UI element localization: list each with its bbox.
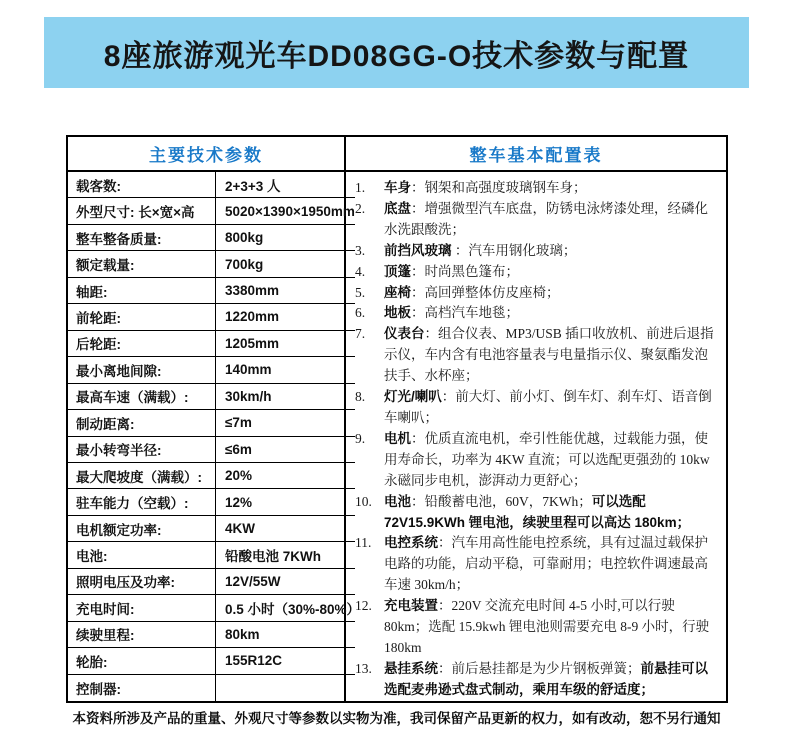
spec-table-body (68, 172, 361, 701)
item-text: ：前后悬挂都是为少片钢板弹簧； (438, 660, 641, 676)
list-item (355, 492, 718, 534)
item-text: ：组合仪表、MP3/USB 插口收放机、前进后退指示仪，车内含有电池容量表与电量指示仪、聚氨酯发泡扶手、水杯座； (384, 326, 714, 384)
table-row (68, 251, 355, 277)
item-bold-text: 前悬挂可以选配麦弗逊式盘式制动，乘用车级的舒适度； (384, 660, 708, 697)
table-row (68, 463, 355, 489)
spec-label: 续驶里程: (68, 622, 216, 647)
item-text: ：汽车用高性能电控系统，具有过温过载保护电路的功能，启动平稳，可靠耐用；电控软件调速最高车速 30km/h； (384, 535, 708, 593)
spec-label: 轴距: (68, 278, 216, 303)
table-row (68, 384, 355, 410)
title-banner (44, 17, 749, 88)
list-item (355, 533, 718, 596)
configuration-panel (346, 137, 726, 701)
item-label: 充电装置 (384, 598, 438, 614)
table-row (68, 225, 355, 251)
item-text: ：铅酸蓄电池，60V，7KWh； (411, 493, 592, 509)
item-text-wrap (384, 283, 718, 304)
item-text-wrap (384, 596, 718, 659)
item-number: 12. (355, 598, 372, 614)
spec-label: 后轮距: (68, 331, 216, 356)
item-text-wrap (384, 178, 718, 199)
spec-sheet (66, 135, 728, 703)
table-row (68, 304, 355, 330)
spec-label: 载客数: (68, 172, 216, 197)
spec-value: 12% (225, 494, 253, 510)
item-text-wrap (384, 533, 718, 596)
spec-label: 最高车速（满载）: (68, 384, 216, 409)
spec-label: 轮胎: (68, 648, 216, 673)
item-text-wrap (384, 303, 718, 324)
table-row (68, 437, 355, 463)
spec-label: 电机额定功率: (68, 516, 216, 541)
spec-value: 140mm (225, 362, 272, 378)
item-text-wrap (384, 492, 718, 534)
item-label: 灯光/喇叭 (384, 389, 442, 405)
spec-value: 155R12C (225, 653, 283, 669)
item-text: ：时尚黑色篷布； (411, 263, 519, 279)
item-number: 10. (355, 493, 372, 509)
table-row (68, 198, 355, 224)
spec-value: 80km (225, 626, 260, 642)
item-number: 3. (355, 242, 366, 258)
item-number: 5. (355, 284, 366, 300)
table-row (68, 675, 355, 701)
spec-value: 20% (225, 468, 253, 484)
item-text: ：优质直流电机，牵引性能优越，过载能力强，使用寿命长，功率为 4KW 直流；可以选配更强劲的 10kw 永磁同步电机，澎湃动力更舒心； (384, 430, 710, 488)
config-list (346, 172, 726, 701)
list-item (355, 241, 718, 262)
item-text: ：高档汽车地毯； (411, 305, 519, 321)
item-text-wrap (384, 199, 718, 241)
spec-value: 4KW (225, 521, 255, 537)
spec-value: 12V/55W (225, 573, 281, 589)
item-label: 顶篷 (384, 263, 411, 279)
spec-label: 电池: (68, 542, 216, 567)
list-item (355, 283, 718, 304)
spec-label: 整车整备质量: (68, 225, 216, 250)
item-text: ：汽车用钢化玻璃； (451, 242, 577, 258)
spec-label: 最小离地间隙: (68, 357, 216, 382)
list-item (355, 387, 718, 429)
item-text: ：高回弹整体仿皮座椅； (411, 284, 560, 300)
table-row (68, 595, 361, 621)
item-label: 电控系统 (384, 535, 438, 551)
table-row (68, 622, 355, 648)
list-item (355, 199, 718, 241)
spec-label: 额定载量: (68, 251, 216, 276)
spec-value: 5020×1390×1950mm (225, 203, 355, 219)
item-label: 底盘 (384, 200, 411, 216)
spec-label: 控制器: (68, 675, 216, 701)
item-number: 11. (355, 535, 372, 551)
item-label: 电机 (384, 430, 411, 446)
item-number: 6. (355, 305, 366, 321)
spec-label: 前轮距: (68, 304, 216, 329)
list-item (355, 429, 718, 492)
list-item (355, 178, 718, 199)
table-row (68, 410, 355, 436)
item-number: 2. (355, 200, 366, 216)
spec-label: 驻车能力（空载）: (68, 489, 216, 514)
table-row (68, 648, 355, 674)
item-text-wrap (384, 324, 718, 387)
spec-value: 1220mm (225, 309, 280, 325)
item-label: 地板 (384, 305, 411, 321)
item-label: 悬挂系统 (384, 660, 438, 676)
spec-value: ≤7m (225, 415, 252, 431)
list-item (355, 659, 718, 701)
table-row (68, 489, 355, 515)
spec-label: 外型尺寸: 长×宽×高 (68, 198, 216, 223)
spec-label: 最大爬坡度（满载）: (68, 463, 216, 488)
table-row (68, 278, 355, 304)
main-parameters-header: 主要技术参数 (68, 137, 344, 172)
item-number: 1. (355, 180, 366, 195)
item-number: 7. (355, 326, 366, 342)
list-item (355, 262, 718, 283)
item-bold-text: 可以选配 72V15.9KWh 锂电池，续驶里程可以高达 180km； (384, 493, 691, 530)
spec-value: 800kg (225, 230, 264, 246)
item-number: 8. (355, 389, 366, 405)
item-text: ：增强微型汽车底盘，防锈电泳烤漆处理，经磷化水洗跟酸洗； (384, 200, 708, 237)
item-text: ：钢架和高强度玻璃钢车身； (411, 180, 587, 195)
item-label: 仪表台 (384, 326, 425, 342)
spec-value: 2+3+3 人 (225, 178, 281, 194)
item-text-wrap (384, 659, 718, 701)
item-number: 13. (355, 660, 372, 676)
item-label: 车身 (384, 180, 411, 195)
table-row (68, 172, 355, 198)
table-row (68, 542, 355, 568)
spec-value: 1205mm (225, 335, 280, 351)
item-text: ：前大灯、前小灯、倒车灯、刹车灯、语音倒车喇叭； (384, 389, 712, 425)
list-item (355, 324, 718, 387)
spec-label: 充电时间: (68, 595, 216, 620)
table-row (68, 569, 355, 595)
spec-label: 照明电压及功率: (68, 569, 216, 594)
item-label: 电池 (384, 493, 411, 509)
table-row (68, 516, 355, 542)
item-label: 座椅 (384, 284, 411, 300)
item-text-wrap (384, 387, 718, 429)
list-item (355, 596, 718, 659)
list-item (355, 303, 718, 324)
spec-value: 3380mm (225, 283, 280, 299)
item-text-wrap (384, 241, 718, 262)
table-row (68, 357, 355, 383)
spec-value: ≤6m (225, 441, 252, 457)
configuration-header: 整车基本配置表 (346, 137, 726, 172)
spec-value: 0.5 小时（30%-80%） (225, 601, 361, 617)
item-number: 4. (355, 263, 366, 279)
item-text-wrap (384, 262, 718, 283)
spec-value: 30km/h (225, 388, 272, 404)
table-row (68, 331, 355, 357)
spec-value: 700kg (225, 256, 264, 272)
spec-label: 制动距离: (68, 410, 216, 435)
item-text: ：220V 交流充电时间 4-5 小时,可以行驶 80km；选配 15.9kwh 锂电池则需要充电 8-9 小时，行驶 180km (384, 598, 710, 655)
page-title: 8座旅游观光车DD08GG-O技术参数与配置 (103, 39, 690, 73)
spec-value: 铅酸电池 7KWh (225, 549, 321, 565)
item-label: 前挡风玻璃 (384, 242, 452, 258)
item-number: 9. (355, 430, 366, 446)
spec-label: 最小转弯半径: (68, 437, 216, 462)
main-parameters-panel (68, 137, 361, 701)
item-text-wrap (384, 429, 718, 492)
footer-disclaimer: 本资料所涉及产品的重量、外观尺寸等参数以实物为准，我司保留产品更新的权力，如有改动，恕不另行通知 (72, 711, 721, 726)
